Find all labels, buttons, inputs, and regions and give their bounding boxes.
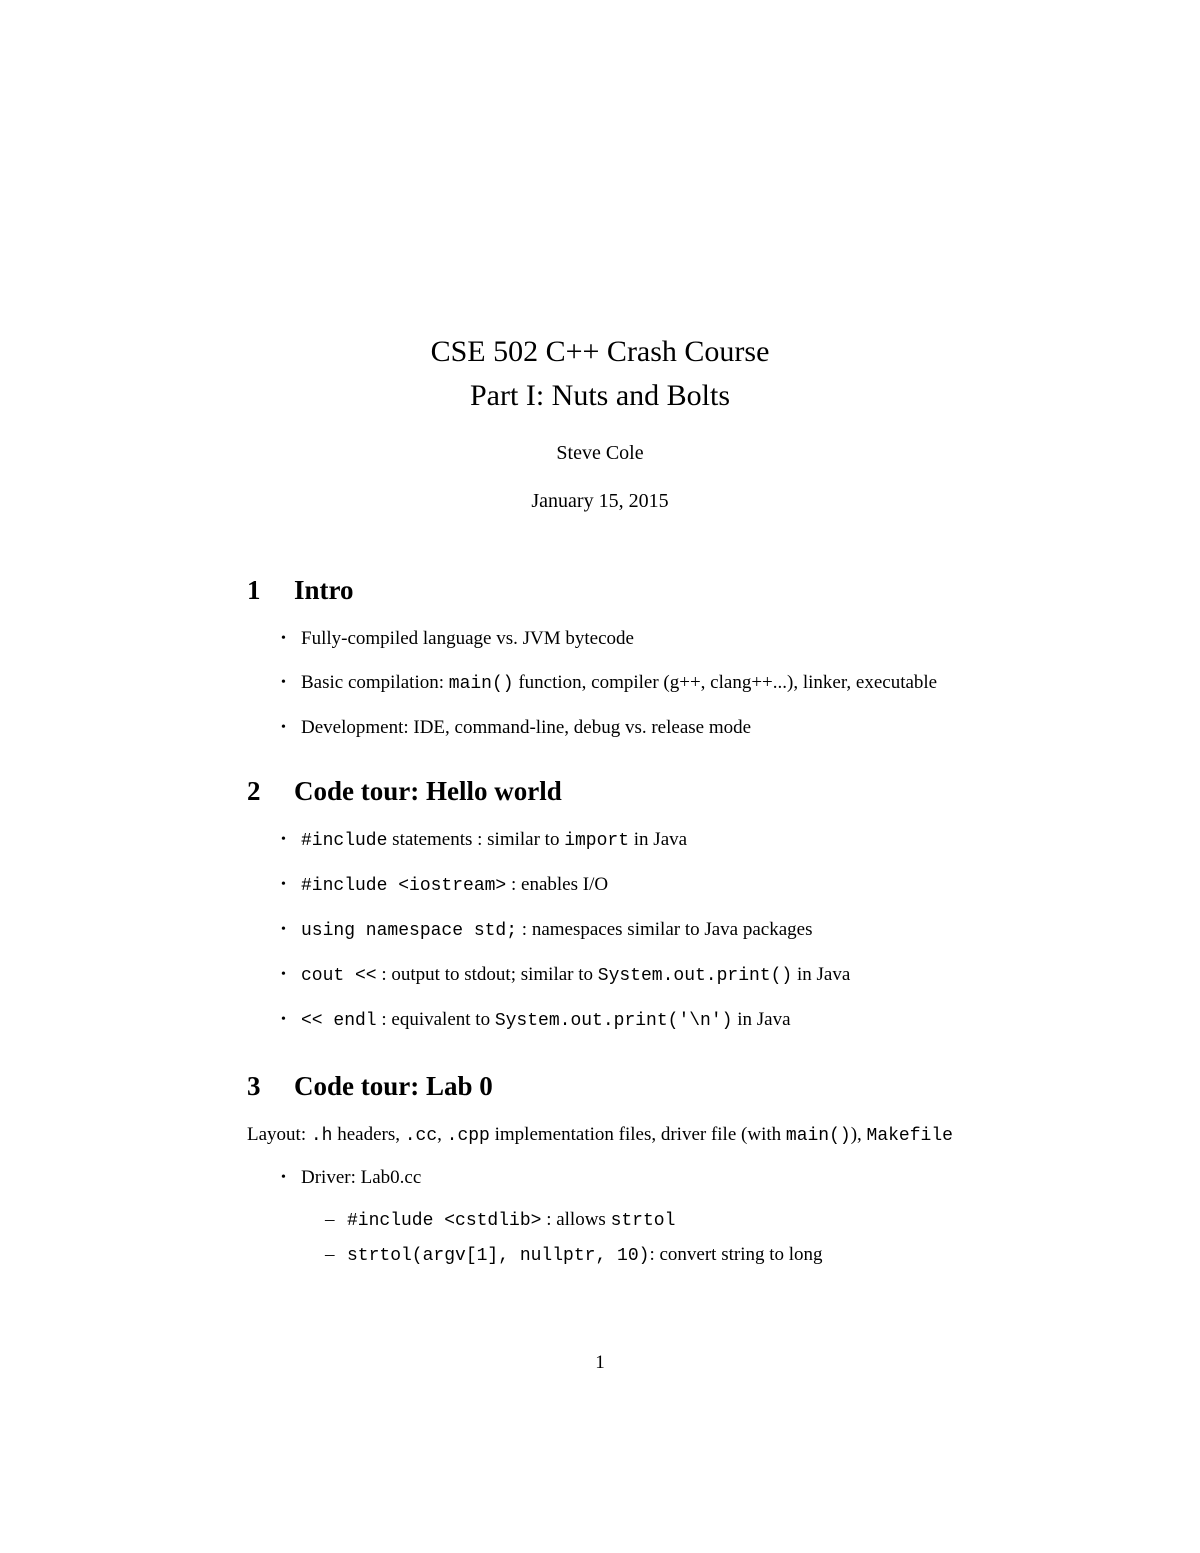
date: January 15, 2015: [531, 490, 669, 512]
text-run: statements : similar to: [387, 829, 565, 850]
section-heading-lab-0: [247, 1068, 957, 1104]
list-item: [247, 917, 957, 944]
document-subtitle: Part I: Nuts and Bolts: [470, 379, 730, 412]
text-run: headers,: [332, 1124, 405, 1145]
code-text: .cpp: [446, 1126, 490, 1146]
section-number: 1: [247, 575, 261, 605]
text-run: in Java: [732, 1009, 791, 1030]
code-text: using namespace std;: [301, 921, 518, 941]
text-run: implementation files, driver file (with: [489, 1124, 786, 1145]
text-run: ),: [850, 1124, 867, 1145]
page-number: 1: [595, 1352, 605, 1373]
author: Steve Cole: [556, 442, 644, 464]
dash-icon: –: [325, 1244, 335, 1265]
list-item: [247, 715, 957, 741]
bullet-icon: •: [281, 967, 286, 982]
section-title: Code tour: Lab 0: [294, 1071, 493, 1101]
list-item: [247, 670, 957, 697]
text-run: : allows: [541, 1209, 611, 1230]
code-text: Makefile: [866, 1126, 953, 1146]
list-item: [247, 872, 957, 899]
layout-paragraph: [247, 1122, 957, 1149]
text-run: : enables I/O: [506, 874, 609, 895]
list-item: [247, 962, 957, 989]
code-text: .cc: [404, 1126, 438, 1146]
code-text: System.out.print(): [597, 966, 793, 986]
bullet-icon: •: [281, 922, 286, 937]
section-number: 3: [247, 1071, 261, 1101]
code-text: #include <iostream>: [301, 876, 507, 896]
section-2-list: [247, 827, 957, 1034]
section-title: Intro: [294, 575, 354, 605]
bullet-icon: •: [281, 877, 286, 892]
text-run: ,: [437, 1124, 447, 1145]
text-run: Basic compilation:: [301, 672, 449, 693]
text-run: in Java: [792, 964, 851, 985]
code-text: cout <<: [301, 966, 377, 986]
list-item: [247, 827, 957, 854]
code-text: main(): [448, 674, 514, 694]
bullet-icon: •: [281, 1170, 286, 1185]
text-run: Layout:: [247, 1124, 311, 1145]
section-heading-hello-world: [247, 773, 957, 809]
section-number: 2: [247, 776, 261, 806]
code-text: import: [564, 831, 630, 851]
bullet-icon: •: [281, 832, 286, 847]
list-item: [247, 1165, 957, 1191]
sub-list-item: [247, 1207, 957, 1234]
code-text: #include <cstdlib>: [347, 1211, 542, 1231]
document-body: [247, 572, 957, 1269]
code-text: strtol(argv[1], nullptr, 10): [347, 1246, 650, 1266]
document-title: CSE 502 C++ Crash Course: [430, 335, 770, 368]
text-run: : namespaces similar to Java packages: [517, 919, 813, 940]
section-3-list: [247, 1165, 957, 1191]
bullet-icon: •: [281, 675, 286, 690]
text-run: : output to stdout; similar to: [376, 964, 598, 985]
bullet-icon: •: [281, 631, 286, 646]
title-block: [0, 330, 1200, 516]
text-run: Driver: Lab0.cc: [301, 1167, 422, 1188]
driver-sub-list: [247, 1207, 957, 1269]
text-run: Fully-compiled language vs. JVM bytecode: [301, 628, 634, 649]
code-text: System.out.print('\n'): [494, 1011, 733, 1031]
list-item: [247, 1007, 957, 1034]
dash-icon: –: [325, 1209, 335, 1230]
section-title: Code tour: Hello world: [294, 776, 562, 806]
code-text: #include: [301, 831, 388, 851]
bullet-icon: •: [281, 1012, 286, 1027]
sub-list-item: [247, 1242, 957, 1269]
text-run: in Java: [629, 829, 688, 850]
list-item: [247, 626, 957, 652]
code-text: .h: [310, 1126, 333, 1146]
code-text: << endl: [301, 1011, 377, 1031]
code-text: strtol: [610, 1211, 676, 1231]
text-run: : convert string to long: [649, 1244, 823, 1265]
section-heading-intro: [247, 572, 957, 608]
text-run: function, compiler (g++, clang++...), linker, executable: [513, 672, 938, 693]
text-run: Development: IDE, command-line, debug vs. release mode: [301, 717, 752, 738]
text-run: : equivalent to: [376, 1009, 495, 1030]
section-1-list: [247, 626, 957, 741]
code-text: main(): [785, 1126, 851, 1146]
bullet-icon: •: [281, 720, 286, 735]
